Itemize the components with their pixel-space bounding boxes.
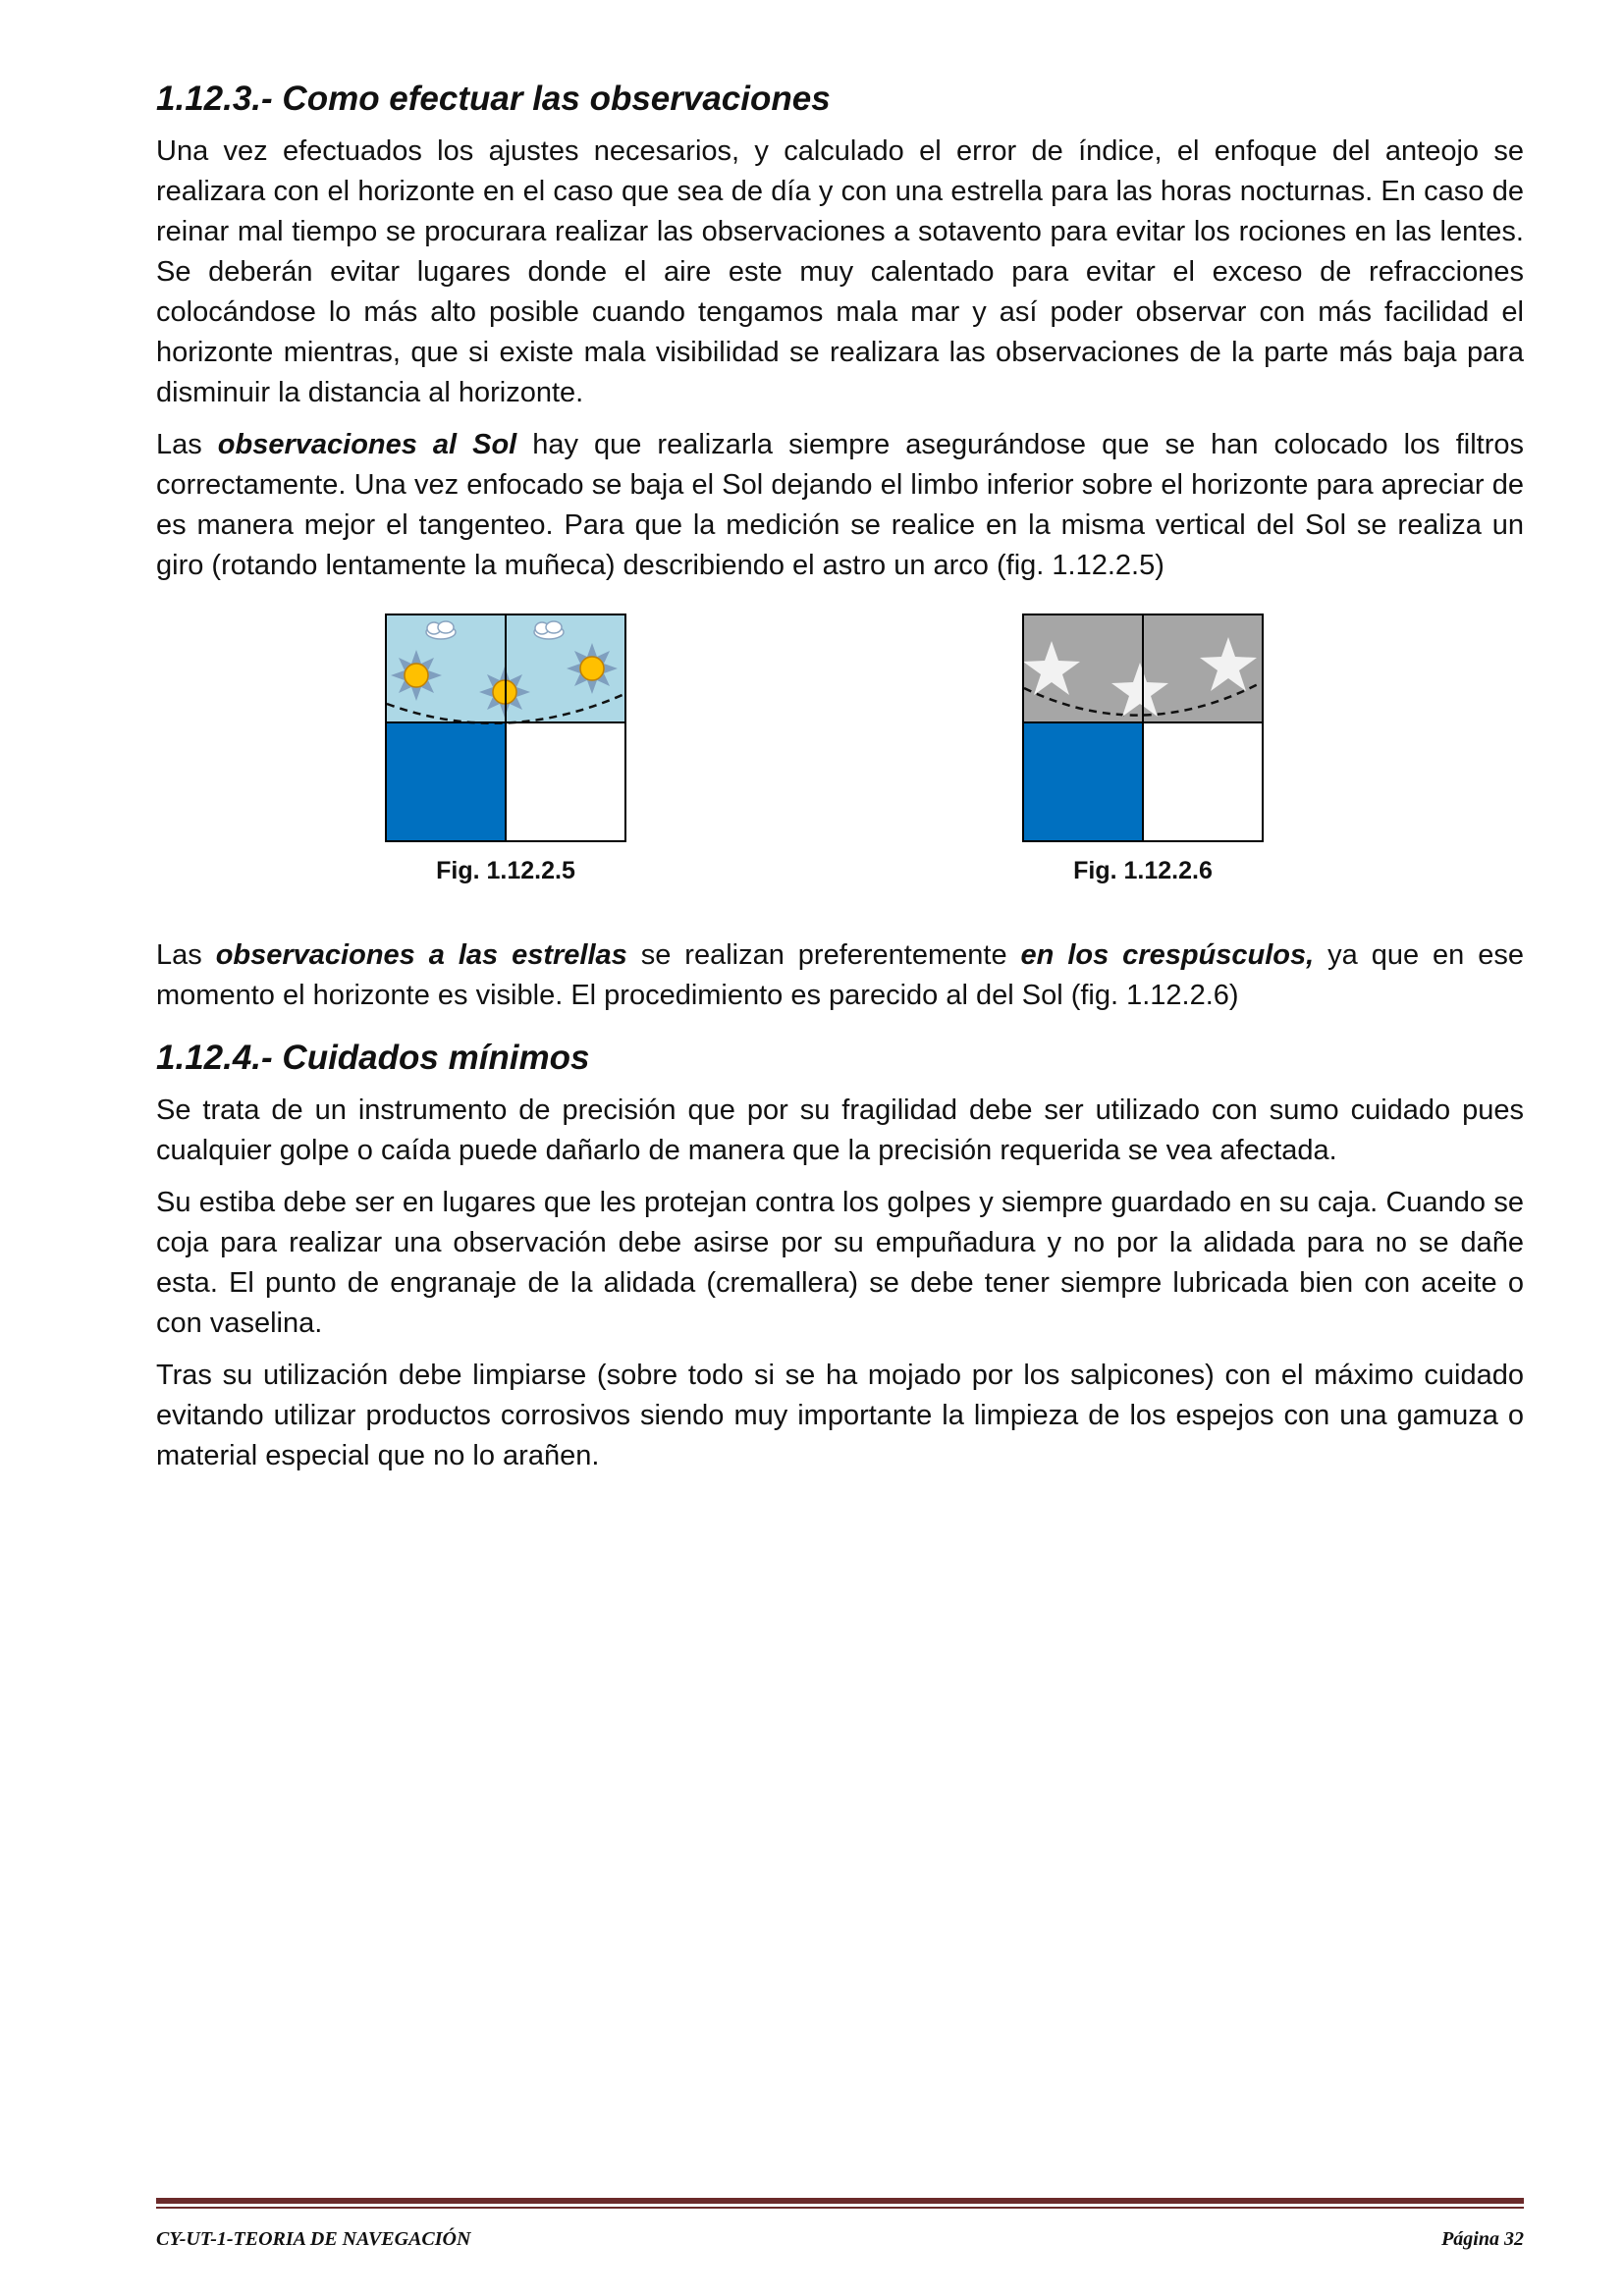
- sea-panel: [1023, 722, 1143, 841]
- text-span: Las: [156, 939, 216, 971]
- figure-caption: Fig. 1.12.2.6: [1073, 857, 1213, 884]
- star-diagram: [1022, 614, 1264, 843]
- text-span: se realizan preferentemente: [626, 939, 1021, 971]
- footer-row: [156, 2228, 1524, 2251]
- content: [156, 79, 1524, 1488]
- footer-document-title: CY-UT-1-TEORIA DE NAVEGACIÓN: [156, 2228, 471, 2250]
- emphasis-observaciones-sol: observaciones al Sol: [217, 429, 517, 460]
- paragraph-observaciones-sol: [156, 425, 1524, 586]
- section-heading-cuidados: 1.12.4.- Cuidados mínimos: [156, 1039, 590, 1077]
- emphasis-crepusculos: en los crespúsculos,: [1020, 939, 1315, 971]
- text-span: ya que en ese momento el horizonte es visible. El procedimiento es parecido al del Sol (fig. 1.12.2.6): [156, 939, 1524, 1011]
- footer-rule: [156, 2198, 1524, 2204]
- white-panel: [506, 722, 625, 841]
- page-footer: [156, 2198, 1524, 2251]
- white-panel: [1143, 722, 1263, 841]
- cloud-icon: [534, 621, 564, 639]
- figures-row: [156, 614, 1524, 928]
- figure-sun-observation: [385, 614, 626, 885]
- cloud-icon: [426, 621, 456, 639]
- paragraph-limpieza: Tras su utilización debe limpiarse (sobre todo si se ha mojado por los salpicones) con el máximo cuidado evitando utilizar productos corrosivos siendo muy importante la limpieza de los espejos con una gamuza o material especial que no lo arañen.: [156, 1360, 1524, 1471]
- sun-diagram: [385, 614, 626, 843]
- paragraph-precision: Se trata de un instrumento de precisión que por su fragilidad debe ser utilizado con sumo cuidado pues cualquier golpe o caída puede dañarlo de manera que la precisión requerida se vea afectada.: [156, 1095, 1524, 1166]
- section-heading-como-efectuar: 1.12.3.- Como efectuar las observaciones: [156, 80, 831, 118]
- emphasis-observaciones-estrellas: observaciones a las estrellas: [215, 939, 627, 971]
- paragraph-estiba: Su estiba debe ser en lugares que les protejan contra los golpes y siempre guardado en su caja. Cuando se coja para realizar una observación debe asirse por su empuñadura y no por la alidada para no se dañe esta. El punto de engranaje de la alidada (cremallera) se debe tener siempre lubricada bien con aceite o con vaselina.: [156, 1187, 1524, 1339]
- paragraph-observaciones-estrellas: [156, 935, 1524, 1016]
- figure-star-observation: [1022, 614, 1264, 885]
- text-span: hay que realizarla siempre asegurándose que se han colocado los filtros correctamente. Una vez enfocado se baja el Sol dejando el limbo inferior sobre el horizonte para apreciar de es manera mejor el tangenteo. Para que la medición se realice en la misma vertical del Sol se realiza un giro (rotando lentamente la muñeca) describiendo el astro un arco (fig. 1.12.2.5): [156, 429, 1524, 581]
- figure-caption: Fig. 1.12.2.5: [436, 857, 575, 884]
- text-span: Las: [156, 429, 218, 460]
- sea-panel: [386, 722, 506, 841]
- footer-rule: [156, 2207, 1524, 2209]
- paragraph-ajustes: Una vez efectuados los ajustes necesarios, y calculado el error de índice, el enfoque del anteojo se realizara con el horizonte en el caso que sea de día y con una estrella para las horas nocturnas. En caso de reinar mal tiempo se procurara realizar las observaciones a sotavento para evitar los rociones en las lentes. Se deberán evitar lugares donde el aire este muy calentado para evitar el exceso de refracciones colocándose lo más alto posible cuando tengamos mala mar y así poder observar con más facilidad el horizonte mientras, que si existe mala visibilidad se realizara las observaciones de la parte más baja para disminuir la distancia al horizonte.: [156, 135, 1524, 408]
- footer-page-number: Página 32: [1441, 2228, 1524, 2250]
